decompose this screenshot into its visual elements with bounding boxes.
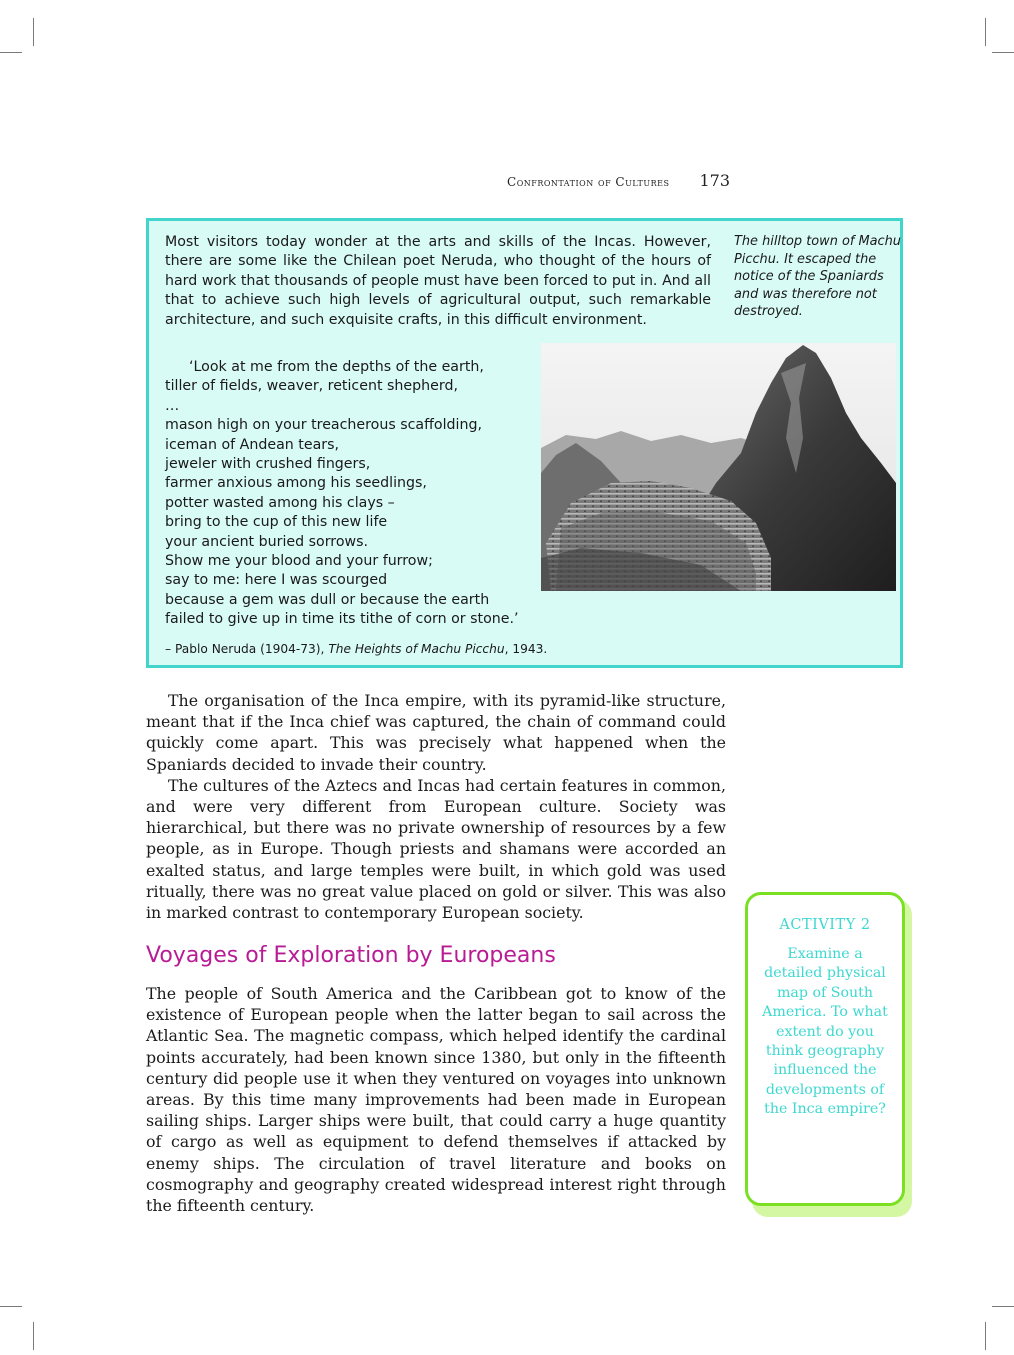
poem-line: jeweler with crushed fingers,	[165, 456, 371, 473]
paragraph: The cultures of the Aztecs and Incas had certain features in common, and were very different from European culture. Society was hierarchical, but there was no private ownership of resources by a few people, as in Europe. Though priests and shamans were accorded an exalted status, and large temples were built, in which gold was used ritually, there was no great value placed on gold or silver. This was also in marked contrast to contemporary European society.	[146, 775, 726, 923]
box-intro-text: Most visitors today wonder at the arts and skills of the Incas. However, there are some like the Chilean poet Neruda, who thought of the hours of hard work that thousands of people must have been forced to put in. And all that to achieve such high levels of agricultural output, such remarkable architecture, and such exquisite crafts, in this difficult environment.	[165, 234, 711, 328]
main-text-block	[146, 690, 726, 923]
poem-line: say to me: here I was scourged	[165, 572, 388, 589]
poem-line: mason high on your treacherous scaffolding,	[165, 417, 482, 434]
running-header	[420, 171, 730, 190]
paragraph: The organisation of the Inca empire, with its pyramid-like structure, meant that if the Inca chief was captured, the chain of command could quickly come apart. This was precisely what happened when the Spaniards decided to invade their country.	[146, 691, 726, 774]
crop-mark	[992, 1306, 1014, 1307]
crop-mark	[33, 18, 34, 46]
activity-text: Examine a detailed physical map of South America. To what extent do you think geography influenced the developments of the Inca empire?	[762, 946, 888, 1118]
poem-line: because a gem was dull or because the earth	[165, 591, 490, 608]
poem-line: iceman of Andean tears,	[165, 436, 340, 453]
crop-mark	[985, 1322, 986, 1350]
poem-line: bring to the cup of this new life	[165, 514, 388, 531]
activity-box	[745, 892, 905, 1206]
crop-mark	[33, 1322, 34, 1350]
crop-mark	[985, 18, 986, 46]
attribution-year: , 1943.	[504, 642, 548, 656]
crop-mark	[0, 1306, 22, 1307]
chapter-title: Confrontation of Cultures	[507, 175, 670, 189]
paragraph: The people of South America and the Caribbean got to know of the existence of European people when the latter began to sail across the Atlantic Sea. The magnetic compass, which helped identify the cardinal points accurately, had been known since 1380, but only in the fifteenth century did people use it when they ventured on voyages into unknown areas. By this time many improvements had been made in European sailing ships. Larger ships were built, that could carry a huge quantity of cargo as well as equipment to defend themselves if attacked by enemy ships. The circulation of travel literature and books on cosmography and geography created widespread interest right through the fifteenth century.	[146, 984, 726, 1216]
activity-title: ACTIVITY 2	[779, 917, 871, 933]
poem-line: ‘Look at me from the depths of the earth,	[189, 359, 484, 375]
attribution-title: The Heights of Machu Picchu	[328, 642, 505, 656]
poem-line: potter wasted among his clays –	[165, 494, 395, 511]
poem-line: your ancient buried sorrows.	[165, 533, 369, 550]
poem-line: farmer anxious among his seedlings,	[165, 475, 427, 492]
machu-picchu-photo	[541, 343, 896, 591]
poem-attribution	[165, 642, 547, 656]
photo-caption: The hilltop town of Machu Picchu. It escaped the notice of the Spaniards and was therefore not destroyed.	[734, 234, 901, 319]
poem-line: …	[165, 397, 180, 414]
poem-line: Show me your blood and your furrow;	[165, 553, 433, 570]
poem-line: tiller of fields, weaver, reticent shepherd,	[165, 378, 458, 395]
crop-mark	[0, 52, 22, 53]
poem-line: failed to give up in time its tithe of corn or stone.’	[165, 611, 519, 628]
page-number: 173	[699, 171, 730, 190]
neruda-poem	[165, 358, 545, 630]
attribution-author: – Pablo Neruda (1904-73),	[165, 642, 329, 656]
crop-mark	[992, 52, 1014, 53]
section-heading: Voyages of Exploration by Europeans	[146, 943, 556, 968]
